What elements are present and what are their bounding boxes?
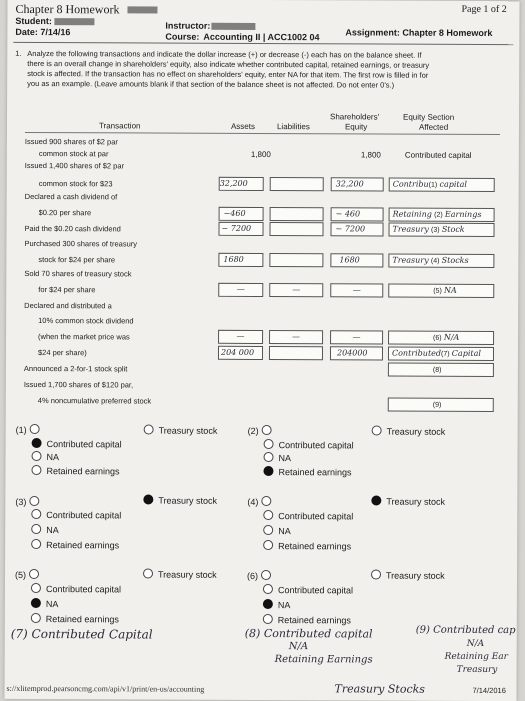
- col-header-section-top: Equity Section: [402, 112, 455, 122]
- radio-1-blank[interactable]: [29, 424, 39, 434]
- choice-2-contributed[interactable]: Contributed capital: [264, 439, 354, 450]
- row7-equity-input[interactable]: —: [330, 330, 383, 344]
- row5-section-input[interactable]: Treasury (4) Stocks: [388, 254, 494, 268]
- row2-section-input[interactable]: Contribu(1) capital: [389, 178, 495, 192]
- example-equity: 1,800: [360, 150, 381, 160]
- instruction-line-4: you as an example. (Leave amounts blank if that section of the balance sheet is not affected. Do not enter 0's.): [27, 78, 395, 90]
- instructor-label: Instructor:: [165, 20, 211, 31]
- row7b-assets-input[interactable]: 204 000: [218, 346, 263, 360]
- radio-icon: [32, 451, 42, 461]
- radio-3-blank[interactable]: [29, 496, 39, 506]
- choice-2-treasury[interactable]: Treasury stock: [372, 425, 446, 436]
- handwritten-note-7: (7) Contributed Capital: [10, 626, 153, 642]
- row7b-equity-input[interactable]: 204000: [330, 346, 383, 360]
- radio-5-blank[interactable]: [29, 569, 39, 579]
- handwritten-note-9-line-1: (9) Contributed cap: [415, 624, 516, 637]
- transaction-1-line-1: Issued 900 shares of $2 par: [24, 136, 118, 147]
- radio-icon-selected: [263, 599, 273, 609]
- assignment-value: Chapter 8 Homework: [402, 27, 493, 39]
- choice-6-treasury[interactable]: Treasury stock: [371, 569, 445, 580]
- radio-icon: [264, 439, 274, 449]
- choice-5-treasury[interactable]: Treasury stock: [143, 568, 217, 579]
- radio-4-blank[interactable]: [261, 496, 271, 506]
- row7b-liabilities-input[interactable]: [269, 346, 323, 360]
- table-header-divider: [25, 132, 500, 135]
- row6-equity-input[interactable]: —: [330, 283, 383, 297]
- course-label: Course:: [165, 31, 200, 42]
- row8-section-input[interactable]: (8): [388, 363, 494, 377]
- col-header-equity-top: Shareholders': [329, 112, 380, 122]
- radio-icon-selected: [31, 598, 41, 608]
- row4-liabilities-input[interactable]: [269, 222, 323, 236]
- choice-2-retained[interactable]: Retained earnings: [263, 466, 351, 477]
- radio-icon: [263, 584, 273, 594]
- handwritten-note-8-line-3: Retaining Earnings: [274, 654, 373, 666]
- radio-icon-selected: [143, 494, 153, 504]
- handwritten-note-9-line-3: Retaining Ear: [444, 651, 508, 663]
- radio-icon: [263, 540, 273, 550]
- transaction-7-line-3: (when the market price was: [38, 332, 130, 342]
- chapter-title: Chapter 8 Homework: [15, 1, 120, 17]
- radio-2-blank[interactable]: [261, 425, 271, 435]
- transaction-4-line-1: Paid the $0.20 cash dividend: [24, 223, 121, 234]
- transaction-6-line-2: for $24 per share: [38, 285, 96, 295]
- homework-page: [4, 0, 519, 701]
- row7-assets-input[interactable]: —: [218, 330, 263, 344]
- radio-icon: [31, 539, 41, 549]
- row4-section-input[interactable]: Treasury (3) Stock: [388, 223, 494, 237]
- radio-icon: [371, 569, 381, 579]
- choice-5-na[interactable]: NA: [31, 598, 59, 609]
- choice-1-contributed[interactable]: Contributed capital: [32, 438, 122, 449]
- radio-6-blank[interactable]: [261, 570, 271, 580]
- assignment-label: Assignment:: [345, 27, 400, 38]
- choice-4-contributed[interactable]: Contributed capital: [263, 510, 353, 521]
- transaction-2-line-1: Issued 1,400 shares of $2 par: [24, 160, 125, 171]
- student-name-redacted: [54, 18, 94, 25]
- row5-equity-input[interactable]: 1680: [330, 253, 383, 267]
- question-number: 1.: [15, 48, 22, 58]
- choice-6-na[interactable]: NA: [263, 599, 291, 610]
- choice-3-na[interactable]: NA: [31, 524, 59, 535]
- choice-5-contributed[interactable]: Contributed capital: [31, 583, 121, 594]
- radio-icon: [263, 525, 273, 535]
- choice-group-3-label: (3): [15, 496, 44, 507]
- row5-assets-input[interactable]: 1680: [218, 253, 263, 267]
- choice-3-treasury[interactable]: Treasury stock: [143, 494, 217, 505]
- row2-equity-input[interactable]: 32,200: [331, 177, 384, 191]
- choice-5-retained[interactable]: Retained earnings: [31, 613, 119, 624]
- radio-icon-selected: [371, 495, 381, 505]
- transaction-7-line-1: Declared and distributed a: [24, 300, 112, 311]
- redaction-mark: [127, 6, 157, 13]
- choice-1-na[interactable]: NA: [32, 451, 60, 462]
- radio-icon: [263, 614, 273, 624]
- choice-3-contributed[interactable]: Contributed capital: [31, 509, 121, 520]
- choice-group-2-label: (2): [248, 425, 277, 436]
- row6-liabilities-input[interactable]: —: [269, 283, 323, 297]
- row7-section-input[interactable]: (6) N/A: [388, 331, 494, 345]
- choice-1-treasury[interactable]: Treasury stock: [144, 424, 218, 435]
- transaction-6-line-1: Sold 70 shares of treasury stock: [24, 268, 132, 279]
- radio-icon-selected: [32, 438, 42, 448]
- row3-assets-input[interactable]: −460: [219, 207, 264, 221]
- choice-group-1-label: (1): [16, 424, 45, 435]
- radio-icon: [143, 568, 153, 578]
- transaction-9-line-1: Issued 1,700 shares of $120 par,: [23, 379, 134, 390]
- transaction-7-line-4: $24 per share): [37, 348, 87, 358]
- choice-group-6-label: (6): [247, 570, 276, 581]
- radio-icon: [31, 613, 41, 623]
- transaction-9-line-2: 4% noncumulative preferred stock: [37, 396, 152, 406]
- date-value: 7/14/16: [40, 27, 71, 38]
- instructor-name-redacted: [211, 23, 255, 30]
- col-header-liabilities: Liabilities: [276, 122, 310, 132]
- transaction-1-line-2: common stock at par: [38, 149, 109, 159]
- date-label: Date:: [15, 26, 38, 38]
- transaction-5-line-2: stock for $24 per share: [38, 255, 116, 265]
- choice-1-retained[interactable]: Retained earnings: [31, 465, 119, 476]
- choice-4-treasury[interactable]: Treasury stock: [371, 495, 445, 506]
- transaction-7-line-2: 10% common stock dividend: [38, 316, 134, 326]
- choice-3-retained[interactable]: Retained earnings: [31, 539, 119, 550]
- radio-icon: [264, 452, 274, 462]
- row2-liabilities-input[interactable]: [270, 177, 324, 191]
- transaction-8-line-1: Announced a 2-for-1 stock split: [23, 363, 128, 374]
- transaction-3-line-1: Declared a cash dividend of: [24, 191, 118, 202]
- row6-section-input[interactable]: (5) NA: [388, 284, 494, 298]
- col-header-equity-bottom: Equity: [344, 122, 368, 132]
- row7-liabilities-input[interactable]: —: [269, 330, 323, 344]
- footer-date: 7/14/2016: [472, 685, 506, 696]
- handwritten-note-9-line-4: Treasury: [456, 664, 498, 676]
- example-section: Contributed capital: [404, 150, 472, 160]
- choice-group-4-label: (4): [247, 496, 276, 507]
- radio-icon: [31, 583, 41, 593]
- handwritten-note-8-line-1: (8) Contributed capital: [244, 626, 373, 641]
- row4-equity-input[interactable]: − 7200: [330, 222, 383, 236]
- row2-assets-input[interactable]: 32,200: [219, 177, 264, 191]
- choice-6-retained[interactable]: Retained earnings: [263, 614, 351, 625]
- col-header-section-bottom: Affected: [418, 122, 449, 132]
- radio-icon: [31, 524, 41, 534]
- student-label: Student:: [15, 15, 52, 27]
- radio-icon: [144, 424, 154, 434]
- radio-icon: [263, 510, 273, 520]
- radio-icon-selected: [263, 466, 273, 476]
- row6-assets-input[interactable]: —: [218, 283, 263, 297]
- choice-4-retained[interactable]: Retained earnings: [263, 540, 351, 551]
- choice-2-na[interactable]: NA: [264, 452, 292, 463]
- instruction-line-1: Analyze the following transactions and indicate the dollar increase (+) or decrease (-) each has on the balance sheet. If: [27, 48, 422, 60]
- radio-icon: [31, 465, 41, 475]
- transaction-2-line-2: common stock for $23: [38, 179, 113, 189]
- handwritten-note-8-line-4: Treasury Stocks: [334, 682, 425, 696]
- handwritten-note-9-line-2: N/A: [466, 638, 485, 649]
- choice-4-na[interactable]: NA: [263, 525, 291, 536]
- row4-assets-input[interactable]: − 7200: [218, 222, 263, 236]
- col-header-transaction: Transaction: [98, 121, 141, 131]
- transaction-3-line-2: $0.20 per share: [38, 208, 92, 218]
- choice-group-5-label: (5): [15, 569, 44, 580]
- row9-section-input[interactable]: (9): [388, 398, 494, 412]
- row3-section-input[interactable]: Retaining (2) Earnings: [389, 208, 495, 222]
- instruction-line-3: stock is affected. If the transaction has no effect on shareholders' equity, enter NA for that item. The first row is filled in for: [27, 68, 429, 80]
- row7b-section-input[interactable]: Contributed(7) Capital: [388, 347, 494, 361]
- example-assets: 1,800: [250, 149, 271, 160]
- course-value: Accounting II | ACC1002 04: [203, 31, 320, 43]
- instruction-line-2: there is an overall change in shareholders' equity, also indicate whether contributed capital, retained earnings, or treasury: [27, 58, 430, 70]
- page-number: Page 1 of 2: [461, 3, 507, 16]
- choice-6-contributed[interactable]: Contributed capital: [263, 584, 353, 595]
- row3-equity-input[interactable]: − 460: [331, 207, 384, 221]
- row3-liabilities-input[interactable]: [270, 207, 324, 221]
- handwritten-note-8-line-2: N/A: [288, 641, 309, 653]
- col-header-assets: Assets: [230, 121, 256, 131]
- footer-url: s://xlitemprod.pearsoncmg.com/api/v1/print/en-us/accounting: [6, 683, 205, 694]
- radio-icon: [372, 425, 382, 435]
- radio-icon: [31, 509, 41, 519]
- transaction-5-line-1: Purchased 300 shares of treasury: [24, 238, 138, 249]
- row5-liabilities-input[interactable]: [269, 253, 323, 267]
- header-divider: [13, 42, 513, 45]
